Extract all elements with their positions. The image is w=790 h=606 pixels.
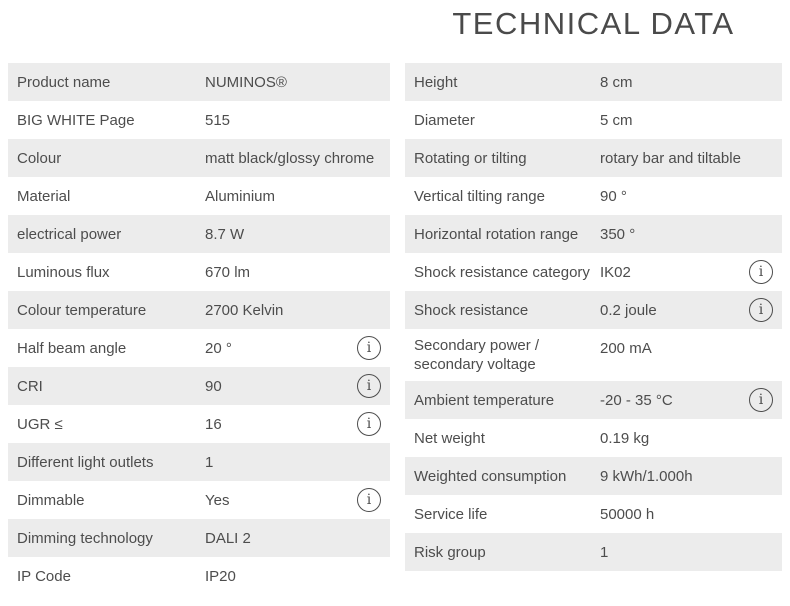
spec-value: 90 (205, 377, 222, 395)
info-icon[interactable]: i (749, 388, 773, 412)
table-row (405, 291, 782, 329)
table-row (405, 101, 782, 139)
spec-value: matt black/glossy chrome (205, 149, 375, 167)
spec-value: 0.2 joule (600, 301, 657, 319)
spec-value-cell (600, 329, 782, 381)
info-icon[interactable]: i (357, 374, 381, 398)
table-row (405, 215, 782, 253)
spec-value: 2700 Kelvin (205, 301, 284, 319)
spec-value-cell (600, 457, 782, 495)
spec-label: Diameter (414, 111, 475, 129)
spec-value: Yes (205, 491, 230, 509)
info-icon[interactable]: i (749, 260, 773, 284)
spec-label: Shock resistance category (414, 263, 590, 281)
spec-value: 90 ° (600, 187, 627, 205)
spec-value-cell (205, 139, 390, 177)
spec-value: 670 lm (205, 263, 251, 281)
table-row (8, 367, 390, 405)
spec-label: Luminous flux (17, 263, 110, 281)
spec-value: rotary bar and tiltable (600, 149, 741, 167)
spec-label: Net weight (414, 429, 485, 447)
spec-value-cell (205, 519, 390, 557)
table-row (405, 329, 782, 381)
table-row (8, 63, 390, 101)
spec-label: electrical power (17, 225, 122, 243)
table-row (8, 443, 390, 481)
spec-value: Aluminium (205, 187, 276, 205)
table-row (405, 381, 782, 419)
table-row (8, 519, 390, 557)
spec-value-cell (600, 495, 782, 533)
spec-value-cell (205, 63, 390, 101)
spec-label: Product name (17, 73, 111, 91)
spec-value-cell (205, 367, 357, 405)
spec-value-cell (600, 253, 749, 291)
spec-value-cell (600, 381, 749, 419)
spec-value-cell (205, 329, 357, 367)
spec-label: Vertical tilting range (414, 187, 545, 205)
spec-value-cell (600, 419, 782, 457)
table-row (405, 177, 782, 215)
spec-label: Service life (414, 505, 488, 523)
spec-label: Horizontal rotation range (414, 225, 579, 243)
spec-value-cell (600, 177, 782, 215)
spec-value: 350 ° (600, 225, 636, 243)
spec-value: -20 - 35 °C (600, 391, 673, 409)
spec-label: Colour temperature (17, 301, 147, 319)
spec-label: Dimming technology (17, 529, 153, 547)
spec-value-cell (600, 291, 749, 329)
table-row (8, 139, 390, 177)
spec-label: Different light outlets (17, 453, 154, 471)
spec-value-cell (205, 215, 390, 253)
spec-label: Half beam angle (17, 339, 127, 357)
table-row (405, 63, 782, 101)
spec-value: 20 ° (205, 339, 232, 357)
info-icon[interactable]: i (749, 298, 773, 322)
table-row (8, 481, 390, 519)
spec-label: Shock resistance (414, 301, 529, 319)
spec-label: Ambient temperature (414, 391, 555, 409)
spec-value: 1 (600, 543, 609, 561)
spec-label: Material (17, 187, 71, 205)
spec-value: 9 kWh/1.000h (600, 467, 693, 485)
spec-value: 16 (205, 415, 222, 433)
spec-value: 1 (205, 453, 214, 471)
spec-value: 8.7 W (205, 225, 245, 243)
table-row (8, 557, 390, 595)
spec-table-left (8, 63, 390, 595)
spec-value: IK02 (600, 263, 631, 281)
spec-label: Rotating or tilting (414, 149, 527, 167)
spec-value: IP20 (205, 567, 236, 585)
spec-value: 5 cm (600, 111, 633, 129)
table-row (8, 177, 390, 215)
info-icon[interactable]: i (357, 488, 381, 512)
spec-value-cell (600, 63, 782, 101)
spec-value-cell (205, 481, 357, 519)
spec-value-cell (205, 291, 390, 329)
spec-label: Risk group (414, 543, 486, 561)
spec-value-cell (600, 101, 782, 139)
spec-value: 200 mA (600, 340, 652, 357)
info-icon[interactable]: i (357, 336, 381, 360)
spec-label: IP Code (17, 567, 71, 585)
spec-value: DALI 2 (205, 529, 251, 547)
spec-label: CRI (17, 377, 43, 395)
table-row (405, 139, 782, 177)
spec-value-cell (600, 139, 782, 177)
spec-table-right (405, 63, 782, 571)
spec-value-cell (600, 215, 782, 253)
table-row (405, 533, 782, 571)
spec-value-cell (205, 177, 390, 215)
table-row (8, 253, 390, 291)
spec-value-cell (205, 557, 390, 595)
spec-value-cell (205, 253, 390, 291)
table-row (8, 101, 390, 139)
spec-value: 515 (205, 111, 231, 129)
spec-label: Weighted consumption (414, 467, 567, 485)
table-row (405, 419, 782, 457)
spec-label: Height (414, 73, 458, 91)
table-row (8, 291, 390, 329)
page-title: TECHNICAL DATA (452, 6, 735, 41)
table-row (8, 215, 390, 253)
table-row (405, 253, 782, 291)
spec-label: BIG WHITE Page (17, 111, 135, 129)
technical-data-section (8, 63, 782, 595)
spec-value: NUMINOS® (205, 73, 287, 91)
spec-value-cell (205, 101, 390, 139)
spec-value: 8 cm (600, 73, 633, 91)
spec-label: Secondary power / secondary voltage (414, 337, 540, 373)
spec-label: UGR ≤ (17, 415, 63, 433)
spec-value-cell (205, 443, 390, 481)
spec-value-cell (600, 533, 782, 571)
spec-value: 50000 h (600, 505, 655, 523)
spec-value: 0.19 kg (600, 429, 650, 447)
spec-label: Dimmable (17, 491, 85, 509)
table-row (405, 495, 782, 533)
info-icon[interactable]: i (357, 412, 381, 436)
table-row (8, 329, 390, 367)
spec-label: Colour (17, 149, 62, 167)
spec-value-cell (205, 405, 357, 443)
table-row (405, 457, 782, 495)
table-row (8, 405, 390, 443)
